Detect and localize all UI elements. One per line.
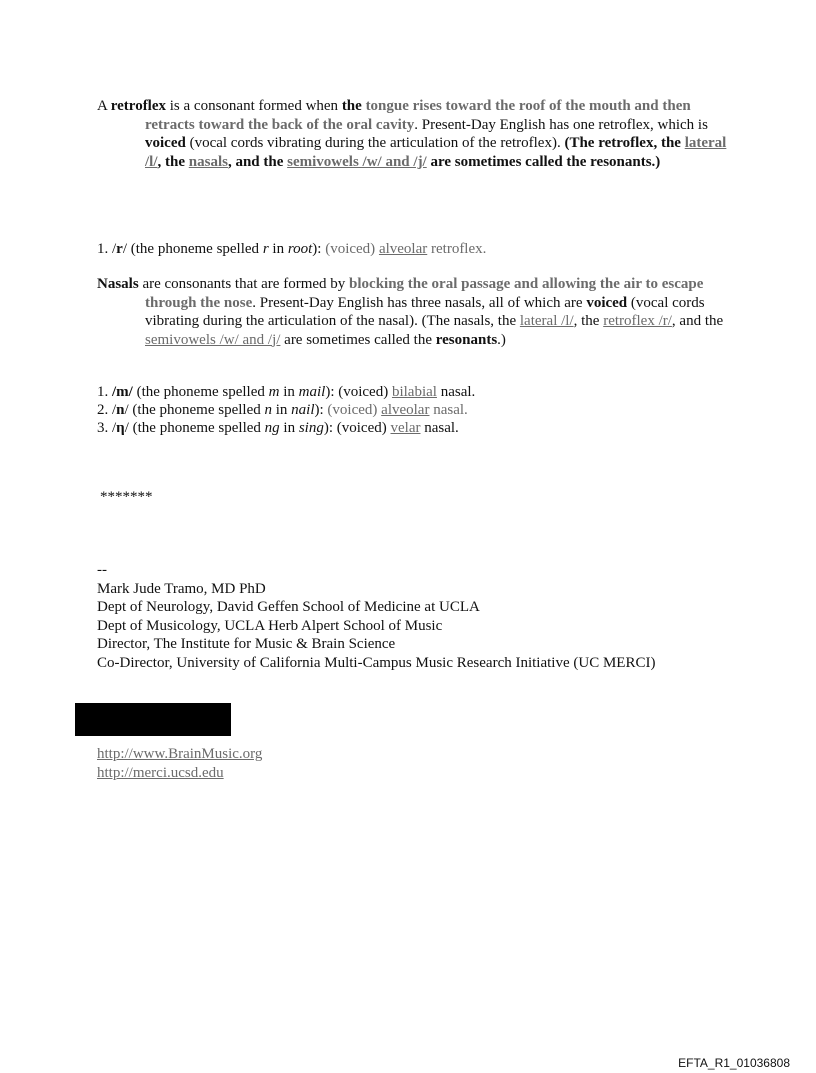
text: / (the phoneme spelled bbox=[124, 420, 265, 436]
signature-affiliation-4: Co-Director, University of California Multi-Campus Music Research Initiative (UC MERCI) bbox=[97, 654, 656, 671]
text: / (the phoneme spelled bbox=[124, 402, 265, 418]
text: . Present-Day English has three nasals, all of which are bbox=[252, 294, 587, 311]
example-word: root bbox=[287, 241, 313, 257]
text: 2. / bbox=[97, 402, 117, 418]
email-signature bbox=[97, 561, 717, 672]
text: , the bbox=[573, 313, 604, 329]
text: ): bbox=[312, 241, 326, 257]
text: 3. / bbox=[97, 420, 117, 436]
text: . Present-Day English has one retroflex, which is bbox=[414, 116, 708, 133]
text: (the phoneme spelled bbox=[132, 384, 269, 400]
semivowels-link[interactable]: semivowels /w/ and /j/ bbox=[145, 331, 281, 348]
signature-affiliation-1: Dept of Neurology, David Geffen School of Medicine at UCLA bbox=[97, 599, 480, 615]
example-word: sing bbox=[298, 420, 324, 436]
text-bold: are sometimes called the resonants.) bbox=[426, 153, 661, 170]
text: , and the bbox=[671, 313, 724, 329]
retroflex-definition-highlight: tongue rises toward the roof of the mouth and then retracts toward the back of the oral cavity bbox=[145, 98, 691, 133]
term-voiced: voiced bbox=[145, 135, 186, 151]
lateral-link[interactable]: lateral /l/ bbox=[519, 313, 574, 329]
voicing-label: (voiced) bbox=[327, 402, 382, 418]
nasals-link[interactable]: nasals bbox=[188, 153, 228, 170]
text: 1. bbox=[97, 384, 112, 400]
redaction-box bbox=[75, 703, 231, 736]
text: are consonants that are formed by bbox=[138, 276, 350, 292]
term-retroflex: retroflex bbox=[110, 98, 167, 114]
manner-label: nasal. bbox=[429, 402, 468, 418]
retroflex-phoneme-item bbox=[97, 240, 486, 259]
text: in bbox=[271, 402, 292, 418]
semivowels-link[interactable]: semivowels /w/ and /j/ bbox=[287, 153, 427, 170]
text: are sometimes called the bbox=[280, 331, 436, 348]
bilabial-link[interactable]: bilabial bbox=[391, 384, 437, 400]
spelling-letter: ng bbox=[264, 420, 280, 436]
phoneme-symbol: r bbox=[116, 241, 123, 257]
signature-dash: -- bbox=[97, 562, 107, 578]
separator-asterisks: ******* bbox=[100, 489, 153, 505]
text: / (the phoneme spelled bbox=[122, 241, 263, 257]
nasals-definition-highlight: blocking the oral passage and allowing the air to escape through the nose bbox=[145, 276, 704, 311]
voicing-label: (voiced) bbox=[325, 241, 379, 257]
term-nasals: Nasals bbox=[97, 276, 139, 292]
text: .) bbox=[497, 331, 506, 348]
spelling-letter: r bbox=[262, 241, 269, 257]
term-voiced: voiced bbox=[586, 294, 628, 311]
text: ): (voiced) bbox=[325, 384, 392, 400]
example-word: nail bbox=[291, 402, 315, 418]
text: in bbox=[279, 384, 299, 400]
signature-affiliation-2: Dept of Musicology, UCLA Herb Alpert School of Music bbox=[97, 617, 443, 634]
nasal-item-ng bbox=[97, 419, 459, 438]
manner-label: retroflex. bbox=[427, 241, 487, 257]
brainmusic-link[interactable]: http://www.BrainMusic.org bbox=[97, 746, 263, 762]
text: (vocal cords vibrating during the articulation of the retroflex). bbox=[185, 135, 565, 151]
spelling-letter: m bbox=[268, 384, 280, 400]
text-bold: , the bbox=[157, 153, 189, 170]
phoneme-symbol: n bbox=[116, 402, 125, 418]
retroflex-definition-paragraph bbox=[97, 97, 730, 171]
retroflex-link[interactable]: retroflex /r/ bbox=[603, 313, 672, 329]
nasals-definition-paragraph bbox=[97, 275, 730, 349]
text: A bbox=[97, 98, 111, 114]
nasal-item-n bbox=[97, 401, 468, 420]
text: is a consonant formed when bbox=[166, 98, 342, 114]
alveolar-link[interactable]: alveolar bbox=[381, 402, 430, 418]
signature-name: Mark Jude Tramo, MD PhD bbox=[97, 580, 266, 597]
manner-label: nasal. bbox=[436, 384, 476, 400]
text: ): bbox=[314, 402, 328, 418]
term-resonants: resonants bbox=[435, 331, 498, 348]
spelling-letter: n bbox=[264, 402, 272, 418]
text: 1. / bbox=[97, 241, 117, 257]
text: ): (voiced) bbox=[323, 420, 391, 436]
velar-link[interactable]: velar bbox=[390, 420, 421, 436]
document-id-footer: EFTA_R1_01036808 bbox=[678, 1056, 790, 1070]
merci-link[interactable]: http://merci.ucsd.edu bbox=[97, 765, 224, 781]
alveolar-link[interactable]: alveolar bbox=[378, 241, 428, 257]
phoneme-symbol: /m/ bbox=[112, 384, 133, 400]
nasal-item-m bbox=[97, 383, 475, 402]
lateral-link[interactable]: lateral /l/ bbox=[145, 135, 727, 170]
manner-label: nasal. bbox=[420, 420, 459, 436]
text-bold: the bbox=[341, 98, 362, 114]
signature-affiliation-3: Director, The Institute for Music & Brain Science bbox=[97, 636, 396, 652]
text-bold: (The retroflex, the bbox=[564, 135, 685, 151]
text-bold: , and the bbox=[227, 153, 288, 170]
text: in bbox=[268, 241, 288, 257]
text: (vocal cords vibrating during the articulation of the nasal). (The nasals, the bbox=[145, 294, 705, 329]
text: in bbox=[279, 420, 299, 436]
phoneme-symbol: η bbox=[116, 420, 125, 436]
example-word: mail bbox=[298, 384, 326, 400]
